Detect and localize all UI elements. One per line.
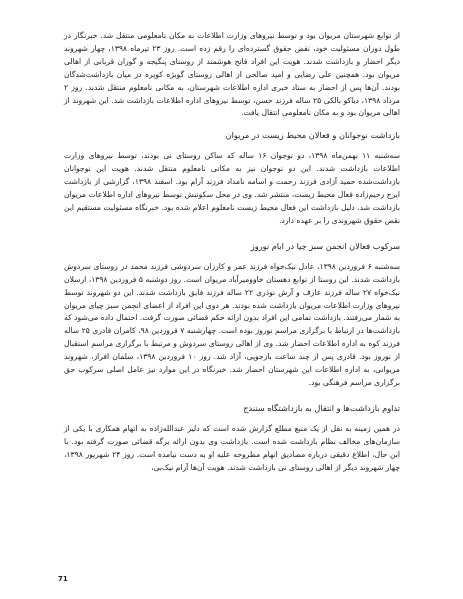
section-heading-teen-arrests: بازداشت نوجوانان و فعالان محیط زیست در مریوان <box>225 130 400 141</box>
page-number: 71 <box>58 575 68 583</box>
paragraph-4: در همین زمینه به نقل از یک منبع مطلع گزارش شده است که دلیر عبدالله‌زاده به اتهام همکاری با یکی از سازمان‌های مخالف نظام بازداشت شده است. بازداشت وی بدون ارائه برگه قضائی صورت گرفته بود. با این حال، اطلاع دقیقی درباره مصادیق اتهام مطروحه علیه او به دست نیامده است. روز ۲۴ شهریور ۱۳۹۸، چهار شهروند دیگر از اهالی روستای نی بازداشت شدند. هویت آن‌ها آرام نیک‌بی، <box>64 423 400 472</box>
document-body <box>64 30 400 474</box>
paragraph-2: سه‌شنبه ۱۱ بهمن‌ماه ۱۳۹۸، دو نوجوان ۱۶ ساله که ساکن روستای نی بودند، توسط نیروهای وزارت اطلاعات بازداشت شدند. این دو نوجوان نیز به مکانی نامعلوم منتقل شدند. هویت این نوجوانان بازداشت‌شده حمید آزادی فرزند رحمت و اسامه نامداد فرزند آرام بود. اسفند ۱۳۹۸، گزارشی از بازداشت ایرج رحیم‌زاده فعال محیط زیست، منتشر شد. وی در محل سکونتش توسط نیروهای اداره اطلاعات مریوان بازداشت شد. دلیل بازداشت این فعال محیط زیست نامعلوم اعلام شده بود. خبرنگاه مسئولیت مستقیم این نقض حقوق شهروندی را بر عهده دارد. <box>64 151 400 225</box>
section-heading-chia-green-society: سرکوب فعالان انجمن سبز چیا در ایام نوروز <box>250 240 400 251</box>
paragraph-1: از توابع شهرستان مریوان بود و توسط نیروهای وزارت اطلاعات به مکان نامعلومی منتقل شد. خبرنگار در طول دوران مسئولیت خود، نقض حقوق گسترده‌ای را رقم زده است. روز ۲۳ تیرماه ۱۳۹۸، چهار شهروند دیگر احضار و بازداشت شدند. هویت این افراد فاتح هوشمند از روستای پنگیجه و گوران قربانی از اهالی مریوان بود. همچنین علی رضایی و امید صالحی از اهالی روستای گویژه کویره در میان بازداشت‌شدگان بودند. آن‌ها پس از احضار به ستاد خبری اداره اطلاعات شهرستان، به مکانی نامعلوم منتقل شدند. روز ۲ مرداد ۱۳۹۸، دیاکو بالکی ۲۵ ساله فرزند حسن، توسط نیروهای اداره اطلاعات بازداشت شد. این شهروند از اهالی مریوان بود و به مکان نامعلومی انتقال یافت. <box>64 31 400 118</box>
paragraph-3: سه‌شنبه ۶ فروردین ۱۳۹۸، عادل نیک‌خواه فرزند عمر و کارزان سردوشی فرزند محمد در روستای سردوش بازداشت شدند. این روستا از توابع دهستان خاوومیرآباد مریوان است. روز دوشنبه ۵ فروردین ۱۳۹۸، ارسلان نیک‌خواه ۲۷ ساله فرزند عارف و آرش نوذری ۲۲ ساله فرزند فایق بازداشت شدند. این دو شهروند توسط نیروهای وزارت اطلاعات مریوان بازداشت شده بودند. هر دوی این افراد از اعضای انجمن سبز چیای مریوان به شمار می‌رفتند. بازداشت تمامی این افراد بدون ارائه حکم قضائی صورت گرفت. احتمال داده می‌شود که بازداشت‌ها در ارتباط با برگزاری مراسم نوروز بوده است. چهارشنبه ۷ فروردین ۹۸، کامران قادری ۲۵ ساله فرزند کوه به اداره اطلاعات احضار شد. وی از اهالی روستای سردوش و مرتبط با برگزاری مراسم استقبال از نوروز بود. قادری پس از چند ساعت بازجویی، آزاد شد. روز ۱۰ فروردین ۱۳۹۸، سلمان افراز، شهروند مریوانی، به اداره اطلاعات این شهرستان احضار شد. خبرنگاه در این موارد نیز عامل اصلی سرکوب حق برگزاری مراسم فرهنگی بود. <box>64 261 401 387</box>
section-heading-continued-arrests: تداوم بازداشت‌ها و انتقال به بازداشتگاه سنندج <box>243 402 400 413</box>
